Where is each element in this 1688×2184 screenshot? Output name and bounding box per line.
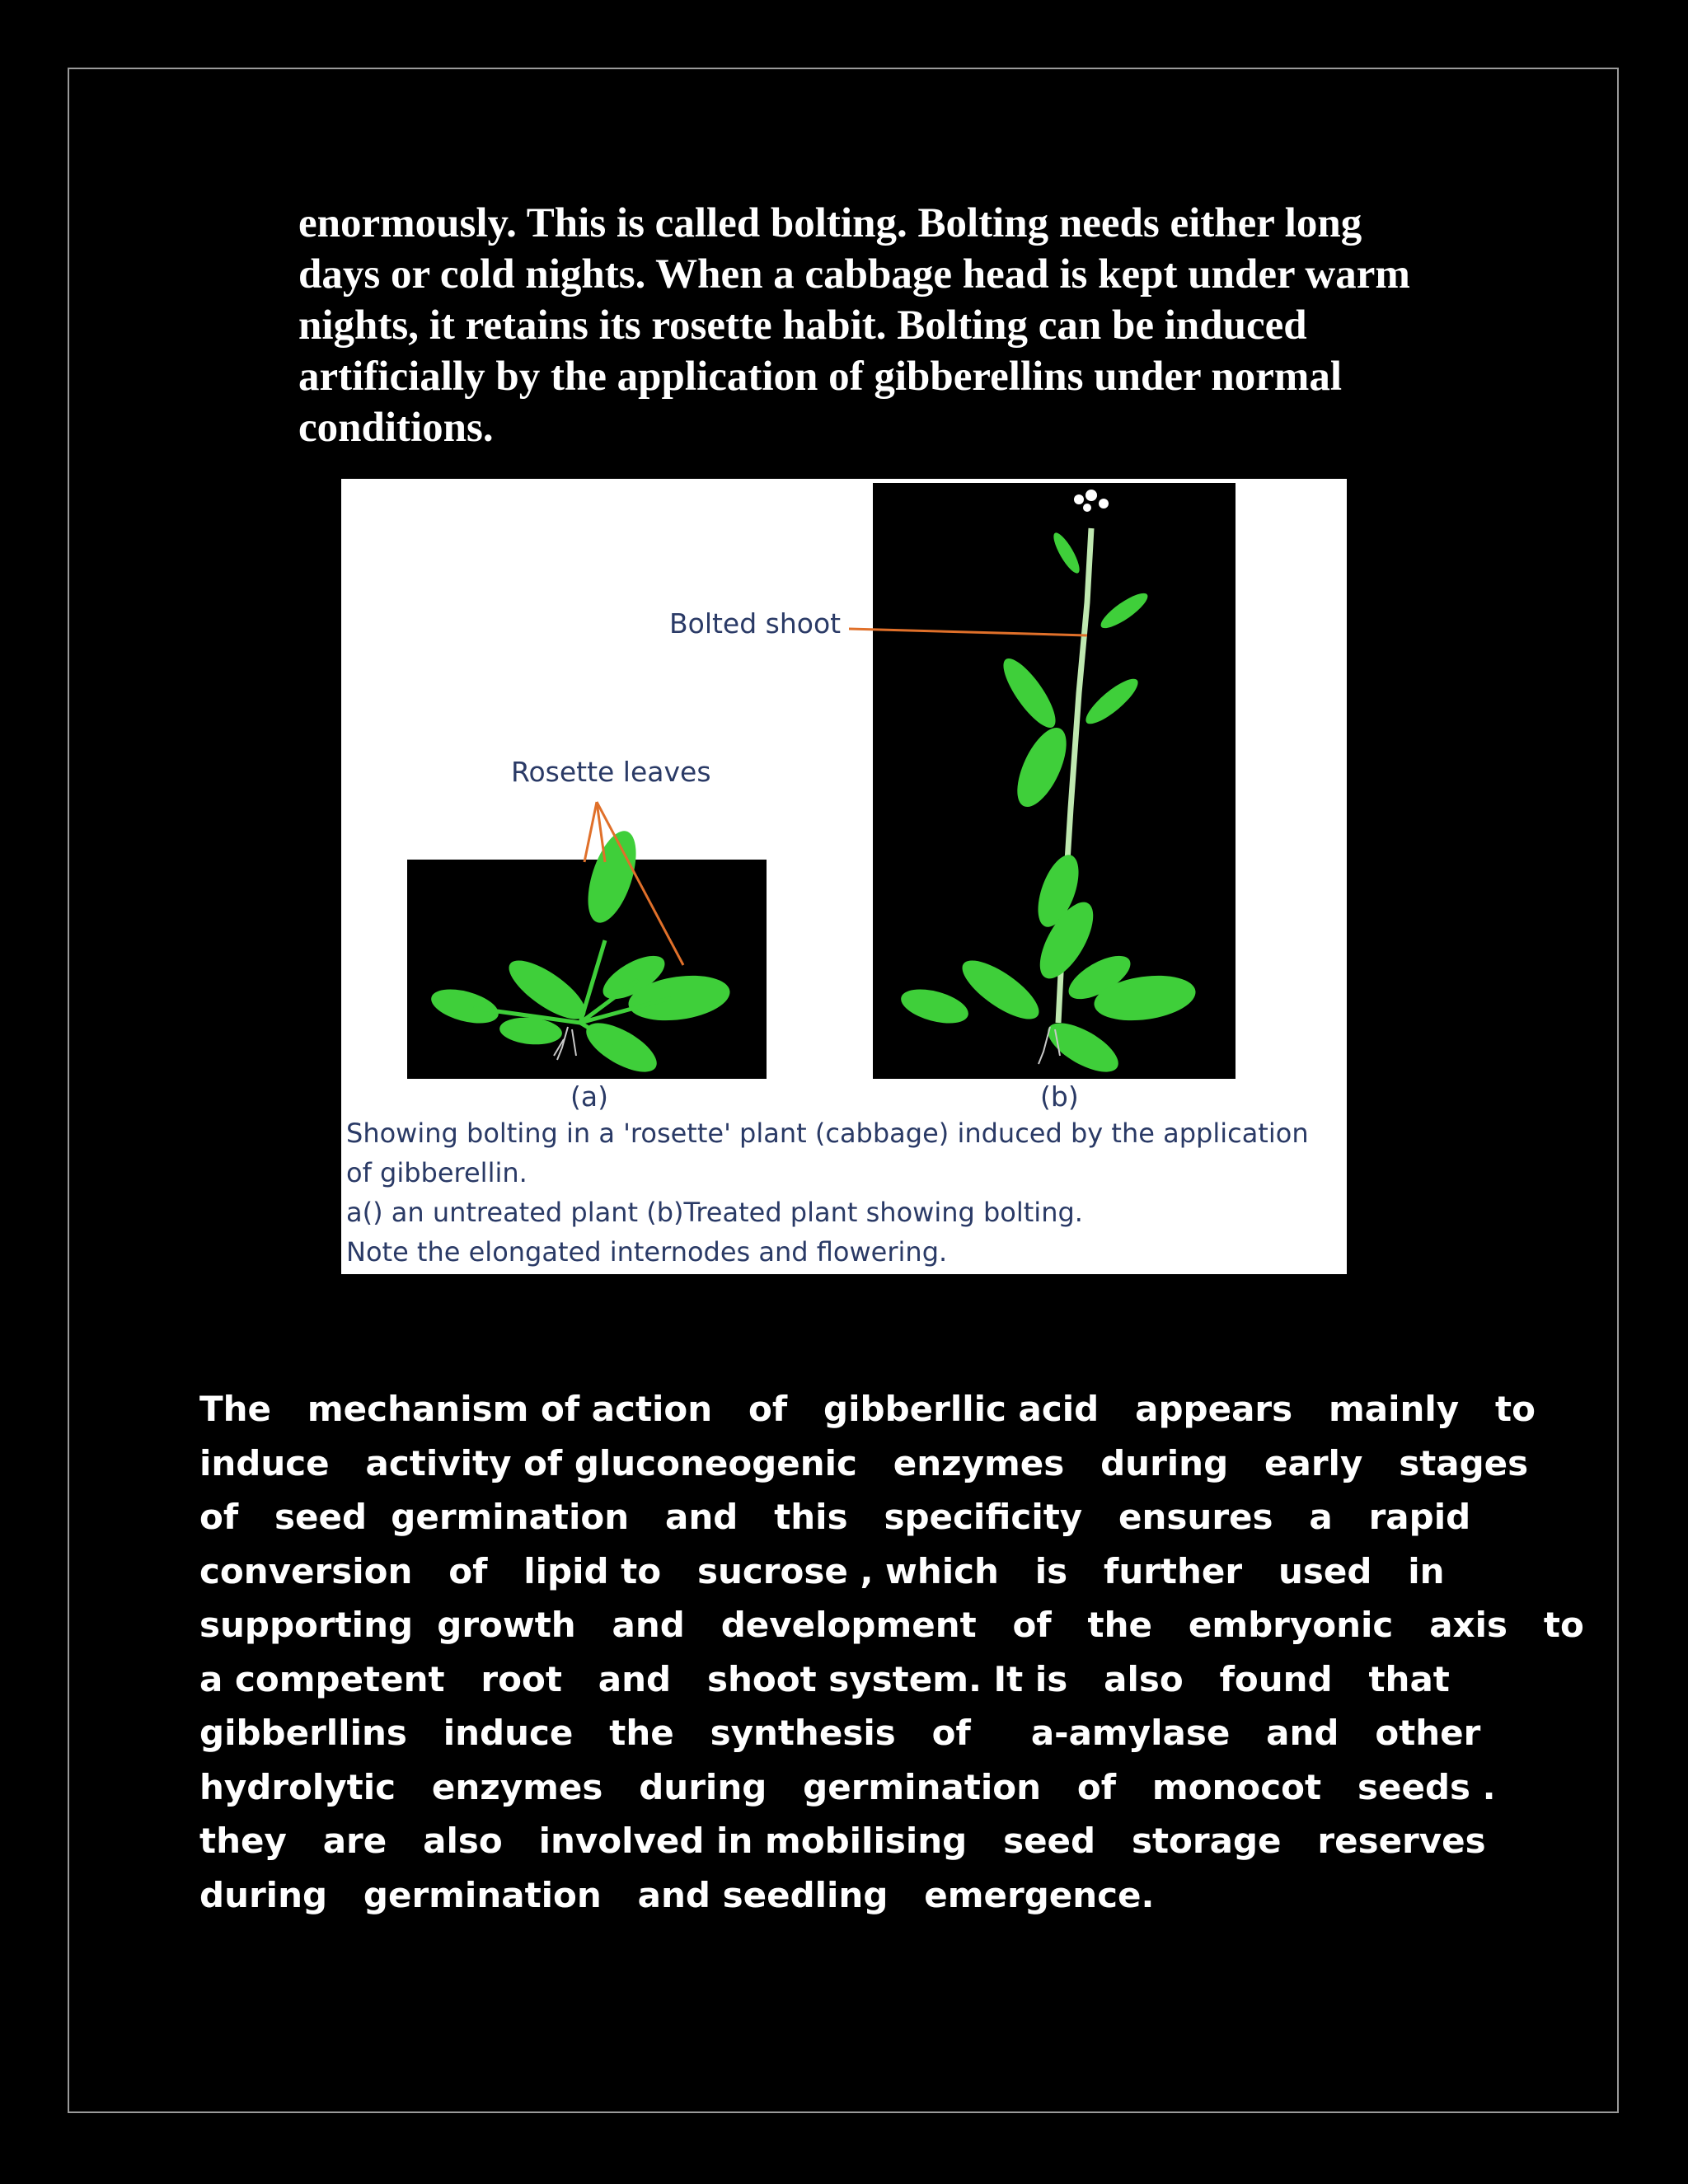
body-line: supporting growth and development of the embryonic axis to — [199, 1605, 1584, 1645]
panel-b-photo — [873, 483, 1236, 1081]
body-line: The mechanism of action of gibberllic acid appears mainly to — [199, 1389, 1536, 1429]
panel-a-photo — [407, 825, 767, 1081]
body-line: they are also involved in mobilising seed storage reserves — [199, 1821, 1486, 1861]
bolting-figure — [341, 479, 1347, 1274]
figure-caption — [346, 1113, 1309, 1272]
intro-line: conditions. — [298, 405, 494, 451]
mechanism-paragraph — [199, 1382, 1584, 1922]
intro-paragraph — [298, 198, 1502, 453]
label-rosette-leaves: Rosette leaves — [511, 756, 711, 788]
body-line: gibberllins induce the synthesis of a-amylase and other — [199, 1713, 1481, 1753]
intro-line: enormously. This is called bolting. Bolting needs either long — [298, 200, 1362, 246]
intro-line: days or cold nights. When a cabbage head is kept under warm — [298, 251, 1410, 298]
caption-line: Note the elongated internodes and flowering. — [346, 1236, 948, 1268]
caption-line: of gibberellin. — [346, 1157, 528, 1188]
caption-line: Showing bolting in a 'rosette' plant (cabbage) induced by the application — [346, 1118, 1309, 1149]
body-line: a competent root and shoot system. It is also found that — [199, 1658, 1450, 1699]
body-line: hydrolytic enzymes during germination of monocot seeds . — [199, 1766, 1496, 1807]
label-bolted-shoot: Bolted shoot — [669, 607, 842, 640]
body-line: of seed germination and this specificity ensures a rapid — [199, 1497, 1471, 1537]
intro-line: nights, it retains its rosette habit. Bolting can be induced — [298, 302, 1307, 349]
label-panel-b: (b) — [1040, 1080, 1079, 1113]
caption-line: a() an untreated plant (b)Treated plant showing bolting. — [346, 1197, 1083, 1228]
intro-line: artificially by the application of gibberellins under normal — [298, 354, 1343, 400]
body-line: during germination and seedling emergence. — [199, 1874, 1155, 1915]
label-panel-a: (a) — [570, 1080, 608, 1113]
body-line: induce activity of gluconeogenic enzymes during early stages — [199, 1442, 1529, 1483]
body-line: conversion of lipid to sucrose , which is further used in — [199, 1550, 1445, 1591]
